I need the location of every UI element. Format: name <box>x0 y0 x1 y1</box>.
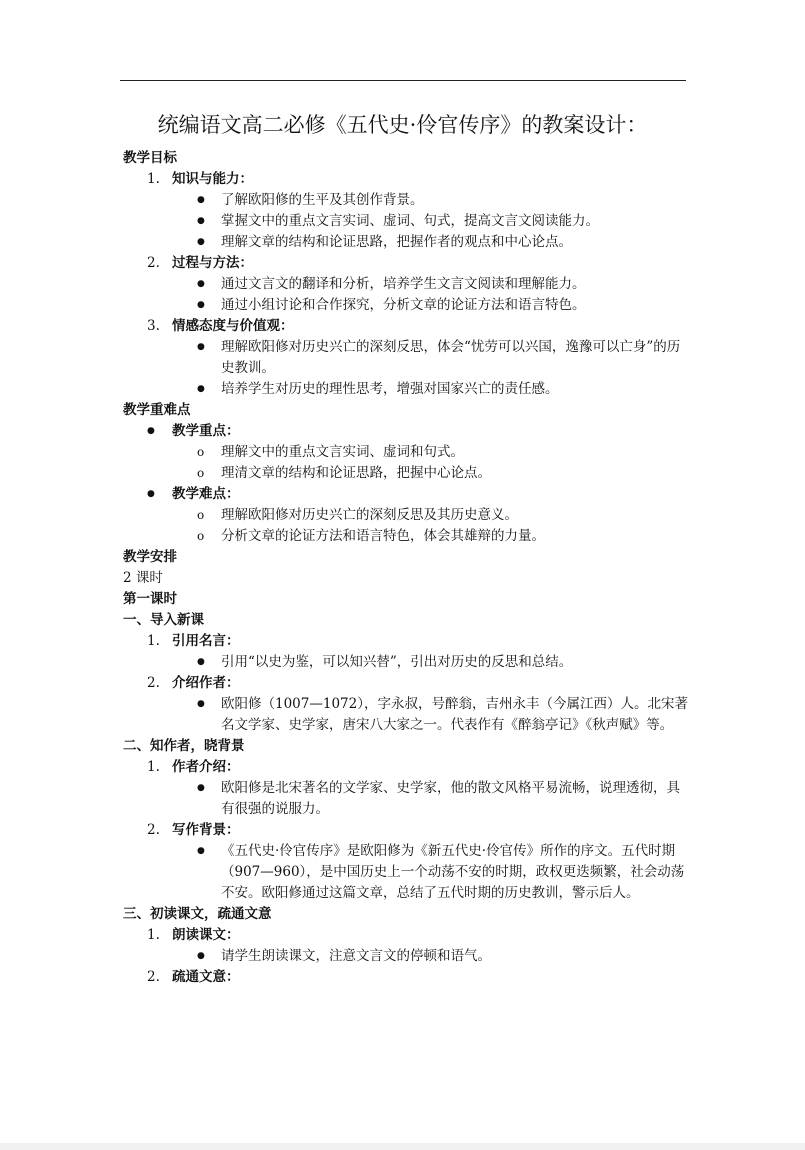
bullet-text: 了解欧阳修的生平及其创作背景。 <box>221 192 424 208</box>
item-label: 情感态度与价值观： <box>172 318 294 334</box>
item-label: 写作背景： <box>172 822 240 838</box>
sub-item <box>123 463 693 484</box>
bullet-text: 引用“以史为鉴，可以知兴替”，引出对历史的反思和总结。 <box>221 654 573 670</box>
numbered-item <box>123 820 693 841</box>
bullet-icon: ● <box>197 195 205 205</box>
bullet-item <box>123 946 693 967</box>
bullet-text: 理解欧阳修对历史兴亡的深刻反思，体会“忧劳可以兴国，逸豫可以亡身”的历史教训。 <box>221 339 681 376</box>
item-label: 疏通文意： <box>172 969 240 985</box>
section-heading: 教学安排 <box>123 549 177 565</box>
bullet-item <box>123 232 693 253</box>
bullet-item <box>123 274 693 295</box>
sub-item-text: 分析文章的论证方法和语言特色，体会其雄辩的力量。 <box>221 528 545 544</box>
bullet-icon: ● <box>197 279 205 289</box>
bullet-icon: ● <box>147 426 155 436</box>
numbered-item <box>123 631 693 652</box>
bullet-icon: ● <box>197 384 205 394</box>
bullet-icon: ● <box>197 342 205 352</box>
numbered-item <box>123 757 693 778</box>
item-label: 朗读课文： <box>172 927 240 943</box>
bullet-item <box>123 295 693 316</box>
document-body <box>123 148 693 988</box>
bullet-icon: ● <box>197 951 205 961</box>
bullet-item <box>123 211 693 232</box>
bullet-icon: ● <box>197 846 205 856</box>
subsection-heading: 三、初读课文，疏通文意 <box>123 906 272 922</box>
numbered-item <box>123 169 693 190</box>
item-number: 2. <box>147 675 160 691</box>
bullet-item <box>123 694 693 736</box>
item-number: 3. <box>147 318 160 334</box>
item-number: 1. <box>147 171 160 187</box>
bullet-item <box>123 778 693 820</box>
section-heading: 教学重难点 <box>123 402 191 418</box>
bullet-item <box>123 379 693 400</box>
bullet-item <box>123 421 693 442</box>
item-label: 教学重点： <box>172 423 240 439</box>
item-number: 2. <box>147 822 160 838</box>
item-label: 知识与能力： <box>172 171 253 187</box>
bullet-item <box>123 652 693 673</box>
section-heading: 第一课时 <box>123 591 177 607</box>
bullet-text: 欧阳修是北宋著名的文学家、史学家，他的散文风格平易流畅，说理透彻，具有很强的说服力。 <box>221 780 680 817</box>
bullet-text: 通过小组讨论和合作探究，分析文章的论证方法和语言特色。 <box>221 297 586 313</box>
sub-item-text: 理清文章的结构和论证思路，把握中心论点。 <box>221 465 491 481</box>
document-title: 统编语文高二必修《五代史·伶官传序》的教案设计： <box>157 113 648 137</box>
item-label: 作者介绍： <box>172 759 240 775</box>
bullet-text: 理解文章的结构和论证思路，把握作者的观点和中心论点。 <box>221 234 572 250</box>
bullet-text: 培养学生对历史的理性思考，增强对国家兴亡的责任感。 <box>221 381 559 397</box>
header-rule <box>120 80 686 81</box>
bullet-item <box>123 484 693 505</box>
bullet-text: 请学生朗读课文，注意文言文的停顿和语气。 <box>221 948 491 964</box>
bullet-text: 掌握文中的重点文言实词、虚词、句式，提高文言文阅读能力。 <box>221 213 599 229</box>
sub-item <box>123 526 693 547</box>
bullet-icon: ● <box>147 489 155 499</box>
subsection-heading: 二、知作者，晓背景 <box>123 738 245 754</box>
numbered-item <box>123 253 693 274</box>
sub-item-text: 理解欧阳修对历史兴亡的深刻反思及其历史意义。 <box>221 507 518 523</box>
circle-bullet-icon: o <box>197 508 205 522</box>
bullet-item <box>123 190 693 211</box>
bullet-icon: ● <box>197 657 205 667</box>
item-label: 教学难点： <box>172 486 240 502</box>
item-number: 2. <box>147 969 160 985</box>
bullet-icon: ● <box>197 783 205 793</box>
bullet-item <box>123 337 693 379</box>
sub-item-text: 理解文中的重点文言实词、虚词和句式。 <box>221 444 464 460</box>
bullet-text: 《五代史·伶官传序》是欧阳修为《新五代史·伶官传》所作的序文。五代时期（907—960），是中国历史上一个动荡不安的时期，政权更迭频繁，社会动荡不安。欧阳修通过这篇文章，总结了五代时期的历史教训，警示后人。 <box>221 843 685 901</box>
numbered-item <box>123 967 693 988</box>
circle-bullet-icon: o <box>197 529 205 543</box>
numbered-item <box>123 925 693 946</box>
section-heading: 教学目标 <box>123 150 177 166</box>
schedule-hours: 2 课时 <box>123 570 163 586</box>
item-number: 1. <box>147 633 160 649</box>
item-label: 过程与方法： <box>172 255 253 271</box>
bullet-text: 欧阳修（1007—1072），字永叔，号醉翁，吉州永丰（今属江西）人。北宋著名文学家、史学家，唐宋八大家之一。代表作有《醉翁亭记》《秋声赋》等。 <box>221 696 688 733</box>
page-bottom-edge <box>0 1143 805 1150</box>
bullet-icon: ● <box>197 300 205 310</box>
item-label: 引用名言： <box>172 633 240 649</box>
circle-bullet-icon: o <box>197 445 205 459</box>
bullet-icon: ● <box>197 237 205 247</box>
numbered-item <box>123 316 693 337</box>
circle-bullet-icon: o <box>197 466 205 480</box>
bullet-text: 通过文言文的翻译和分析，培养学生文言文阅读和理解能力。 <box>221 276 586 292</box>
sub-item <box>123 442 693 463</box>
subsection-heading: 一、导入新课 <box>123 612 204 628</box>
sub-item <box>123 505 693 526</box>
item-number: 2. <box>147 255 160 271</box>
bullet-icon: ● <box>197 216 205 226</box>
bullet-item <box>123 841 693 904</box>
item-number: 1. <box>147 759 160 775</box>
item-label: 介绍作者： <box>172 675 240 691</box>
bullet-icon: ● <box>197 699 205 709</box>
item-number: 1. <box>147 927 160 943</box>
numbered-item <box>123 673 693 694</box>
